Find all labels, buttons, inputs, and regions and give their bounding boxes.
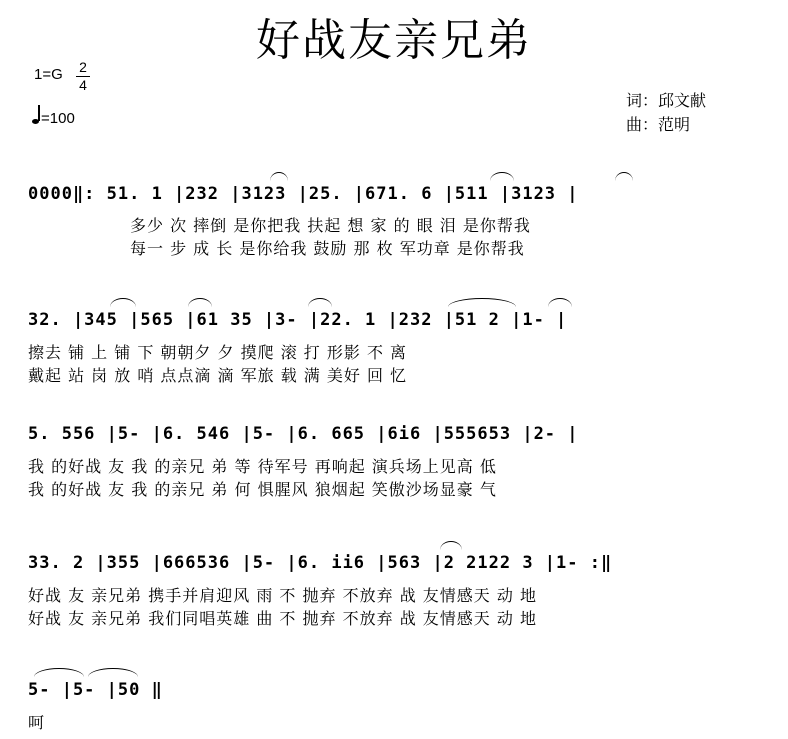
time-signature-top: 2 xyxy=(79,59,87,75)
lyric-verse1-line-3: 我 的好战 友 我 的亲兄 弟 等 待军号 再响起 演兵场上见高 低 xyxy=(28,457,497,476)
lyric-line-5: 呵 xyxy=(28,713,46,732)
slur-mark xyxy=(490,172,514,181)
slur-mark xyxy=(308,298,332,307)
lyric-verse2-line-4: 好战 友 亲兄弟 我们同唱英雄 曲 不 抛弃 不放弃 战 友情感天 动 地 xyxy=(28,609,537,628)
tie-mark xyxy=(448,298,516,307)
tie-mark xyxy=(88,668,138,677)
notation-line-2: 32. |345 |565 |61 35 |3- |22. 1 |232 |51 2 |1- | xyxy=(28,310,568,330)
lyric-verse2-line-3: 我 的好战 友 我 的亲兄 弟 何 惧腥风 狼烟起 笑傲沙场显豪 气 xyxy=(28,480,497,499)
lyricist-credit: 词：邱文献 xyxy=(626,91,707,110)
slur-mark xyxy=(270,172,288,181)
slur-mark xyxy=(615,172,633,181)
quarter-note-icon xyxy=(32,119,39,124)
lyric-verse1-line-1: 多少 次 摔倒 是你把我 扶起 想 家 的 眼 泪 是你帮我 xyxy=(130,216,531,235)
key-signature: 1=G xyxy=(34,66,63,83)
time-signature xyxy=(76,60,90,93)
lyric-verse1-line-4: 好战 友 亲兄弟 携手并肩迎风 雨 不 抛弃 不放弃 战 友情感天 动 地 xyxy=(28,586,537,605)
time-signature-bottom: 4 xyxy=(79,77,87,93)
notation-line-1: 0000‖: 51. 1 |232 |3123 |25. |671. 6 |511 |3123 | xyxy=(28,184,579,204)
tie-mark xyxy=(34,668,84,677)
slur-mark xyxy=(188,298,212,307)
tempo-value: =100 xyxy=(41,110,75,127)
slur-mark xyxy=(110,298,136,307)
composer-credit: 曲：范明 xyxy=(626,115,691,134)
notation-line-5: 5- |5- |50 ‖ xyxy=(28,680,163,700)
lyric-verse2-line-1: 每一 步 成 长 是你给我 鼓励 那 枚 军功章 是你帮我 xyxy=(130,239,525,258)
song-title: 好战友亲兄弟 xyxy=(256,15,532,66)
slur-mark xyxy=(548,298,572,307)
tempo-marking xyxy=(32,110,75,127)
notation-line-3: 5. 556 |5- |6. 546 |5- |6. 665 |6i6 |555653 |2- | xyxy=(28,424,579,444)
notation-line-4: 33. 2 |355 |666536 |5- |6. ii6 |563 |2 2122 3 |1- :‖ xyxy=(28,553,613,573)
lyric-verse2-line-2: 戴起 站 岗 放 哨 点点滴 滴 军旅 载 满 美好 回 忆 xyxy=(28,366,408,385)
slur-mark xyxy=(440,541,462,550)
lyric-verse1-line-2: 擦去 铺 上 铺 下 朝朝夕 夕 摸爬 滚 打 形影 不 离 xyxy=(28,343,408,362)
